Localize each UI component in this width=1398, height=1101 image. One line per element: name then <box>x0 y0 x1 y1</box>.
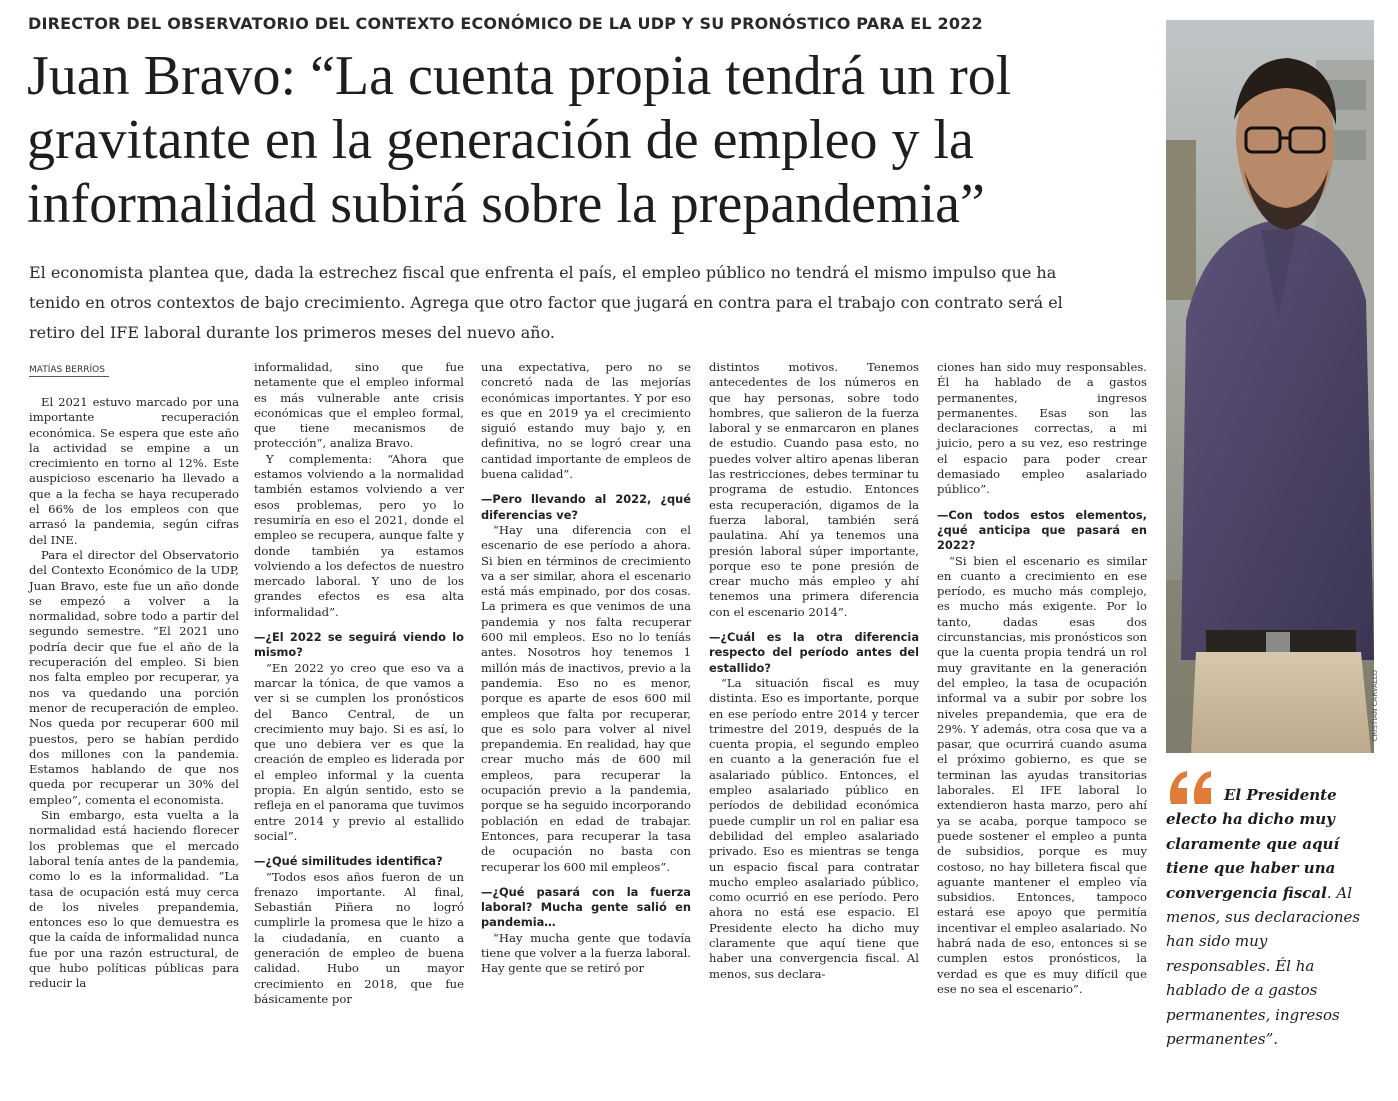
portrait-photo <box>1166 20 1374 753</box>
photo-credit: CRISTIAN CARVALLO <box>1371 670 1379 742</box>
headline-line: informalidad subirá sobre la prepandemia” <box>27 173 985 235</box>
paragraph: “Hay una diferencia con el escenario de ese período a ahora. Si bien en términos de crecimiento va a ser similar, ahora el escenario está más empinado, por dos cosas. La primera es que venimos de una pandemia y nos falta recuperar 600 mil empleos. Eso no lo teníás antes. Nosotros hoy tenemos 1 millón más de inactivos, previo a la pandemia. Eso no es menor, porque es aparte de esos 600 mil empleos que falta por recuperar, que es solo para volver al nivel prepandemia. En realidad, hay que crear mucho más de 600 mil empleos, para recuperar la ocupación previo a la pandemia, porque se ha seguido incorporando población en edad de trabajar. Entonces, para recuperar la tasa de ocupación no basta con recuperar los 600 mil empleos”. <box>481 522 691 874</box>
lede-line: El economista plantea que, dada la estrechez fiscal que enfrenta el país, el empleo público no tendrá el mismo impulso que ha <box>29 263 1057 282</box>
paragraph: El 2021 estuvo marcado por una importante recuperación económica. Se espera que este año la actividad se empine a un crecimiento en torno al 12%. Este auspicioso escenario ha llevado a que a la fecha se haya recuperado el 66% de los empleos con que arrasó la pandemia, según cifras del INE. <box>29 395 239 547</box>
paragraph: “Hay mucha gente que todavía tiene que volver a la fuerza laboral. Hay gente que se retiró por <box>481 930 691 976</box>
pull-quote-line: electo ha dicho muy <box>1166 810 1335 829</box>
headline-line: gravitante en la generación de empleo y la <box>27 109 974 171</box>
lede-line: tenido en otros contextos de bajo crecimiento. Agrega que otro factor que jugará en contra para el trabajo con contrato será el <box>29 293 1063 312</box>
lede <box>29 258 1149 348</box>
body-column-4 <box>709 360 919 982</box>
paragraph: “Todos esos años fueron de un frenazo importante. Al final, Sebastián Piñera no logró cumplirle la promesa que le hizo a la ciudadanía, en cuanto a generación de empleo de buena calidad. Hubo un mayor crecimiento en 2018, que fue básicamente por <box>254 869 464 1006</box>
interview-question: —¿Qué similitudes identifica? <box>254 854 443 869</box>
paragraph: “La situación fiscal es muy distinta. Eso es importante, porque en ese período entre 2014 y tercer trimestre del 2019, después de la cuenta propia, el segundo empleo en cuanto a la generación fue el asalariado público. Entonces, el empleo asalariado público en períodos de debilidad económica puede cumplir un rol en paliar esa debilidad del empleo asalariado privado. Eso es mientras se tenga un espacio fiscal para contratar mucho empleo asalariado público, como ocurrió en ese período. Pero ahora no está ese espacio. El Presidente electo ha dicho muy claramente que aquí tiene que haber una convergencia fiscal. Al menos, sus declara- <box>709 675 919 981</box>
pull-quote <box>1166 783 1378 1051</box>
interview-question: —Con todos estos elementos, ¿qué anticipa que pasará en 2022? <box>937 507 1147 553</box>
paragraph: “En 2022 yo creo que eso va a marcar la tónica, de que vamos a ver si se cumplen los pronósticos del Banco Central, de un crecimiento muy bajo. Si es así, lo que uno debiera ver es que la creación de empleo es liderada por el empleo informal y la cuenta propia. En algún sentido, esto se refleja en el panorama que tuvimos entre 2014 y previo al estallido social”. <box>254 660 464 843</box>
paragraph: distintos motivos. Tenemos antecedentes de los números en que hay personas, sobre todo hombres, que salieron de la fuerza laboral y se enmarcaron en planes de estudio. Cuando pasa esto, no puedes volver altiro apenas liberan las restricciones, debes terminar tu programa de estudio. Entonces esta recuperación, digamos de la fuerza laboral, también será paulatina. Ahí ya tenemos una presión laboral súper importante, porque eso te pone presión de crear mucho más empleo y ahí tenemos una primera diferencia con el escenario 2014”. <box>709 360 919 619</box>
pull-quote-line: permanentes, ingresos <box>1166 1005 1340 1024</box>
pull-quote-line: permanentes”. <box>1166 1030 1279 1049</box>
pull-quote-line: tiene que haber una <box>1166 859 1336 878</box>
pull-quote-line: hablado de a gastos <box>1166 981 1318 1000</box>
pull-quote-line: han sido muy <box>1166 932 1268 951</box>
byline: MATÍAS BERRÍOS <box>29 365 109 377</box>
body-column-3 <box>481 360 691 977</box>
pull-quote-line: claramente que aquí <box>1166 834 1340 853</box>
paragraph: una expectativa, pero no se concretó nada de las mejorías económicas importantes. Y por eso es que en 2019 ya el crecimiento siguió estando muy bajo y, en definitiva, no se logró crear una cantidad importante de empleos de buena calidad”. <box>481 360 691 482</box>
lede-line: retiro del IFE laboral durante los primeros meses del nuevo año. <box>29 323 555 342</box>
interview-question: —¿Cuál es la otra diferencia respecto del período antes del estallido? <box>709 630 919 675</box>
paragraph: Para el director del Observatorio del Contexto Económico de la UDP, Juan Bravo, este fue un año donde se empezó a volver a la normalidad, sobre todo a partir del segundo semestre. “El 2021 uno podría decir que fue el año de la recuperación del empleo. Si bien nos falta empleo por recuperar, ya nos va quedando una porción menor de recuperación de empleo. Nos queda por recuperar 600 mil puestos, pero se habían perdido dos millones con la pandemia. Estamos hablando de que nos queda por recuperar un 30% del empleo”, comenta el economista. <box>29 547 239 807</box>
paragraph: ciones han sido muy responsables. Él ha hablado de a gastos permanentes, ingresos permanentes. Esas son las declaraciones correctas, a mi juicio, pero a su vez, eso restringe el espacio para poder crear demasiado empleo asalariado público”. <box>937 360 1147 497</box>
pull-quote-line: convergencia fiscal. Al <box>1166 883 1352 902</box>
paragraph: Sin embargo, esta vuelta a la normalidad está haciendo florecer los problemas que el mercado laboral tenía antes de la pandemia, como lo es la informalidad. “La tasa de ocupación está muy cerca de los niveles prepandemia, entonces eso lo que demuestra es que la caída de informalidad nunca fue por una razón estructural, de que hubo políticas públicas para reducir la <box>29 808 239 991</box>
body-column-1 <box>29 395 239 992</box>
pull-quote-line: El Presidente <box>1224 786 1337 804</box>
paragraph: informalidad, sino que fue netamente que el empleo informal es más vulnerable ante crisis económicas que el empleo formal, que tiene mecanismos de protección”, analiza Bravo. <box>254 360 464 451</box>
kicker: DIRECTOR DEL OBSERVATORIO DEL CONTEXTO ECONÓMICO DE LA UDP Y SU PRONÓSTICO PARA EL 2022 <box>28 14 983 33</box>
headline-line: Juan Bravo: “La cuenta propia tendrá un rol <box>27 45 1012 107</box>
interview-question: —¿El 2022 se seguirá viendo lo mismo? <box>254 630 464 660</box>
pull-quote-line: menos, sus declaraciones <box>1166 908 1361 927</box>
body-column-5 <box>937 360 1147 997</box>
interview-question: —¿Qué pasará con la fuerza laboral? Mucha gente salió en pandemia… <box>481 884 691 930</box>
headline <box>27 44 1147 236</box>
paragraph: “Si bien el escenario es similar en cuanto a crecimiento en ese período, es mucho más complejo, es mucho más exigente. Por lo tanto, dadas esas dos circunstancias, mis pronósticos son que la cuenta propia tendrá un rol muy gravitante en la generación del empleo, la tasa de ocupación informal va a subir por sobre los niveles prepandemia, que era de 29%. Y además, otra cosa que va a pasar, que ocurrirá cuando asuma el próximo gobierno, es que se terminan las ayudas transitorias laborales. El IFE laboral lo extendieron hasta marzo, pero ahí ya se acaba, porque tampoco se puede sostener el empleo a punta de subsidios, porque es muy costoso, no hay billetera fiscal que aguante mantener el empleo vía subsidios. Entonces, tampoco estará ese apoyo que permitía incentivar el empleo asalariado. No habrá nada de eso, entonces si se cumplen estos pronósticos, la verdad es que es muy difícil que ese no sea el escenario”. <box>937 553 1147 996</box>
body-column-2 <box>254 360 464 1007</box>
pull-quote-line: responsables. Él ha <box>1166 956 1315 975</box>
portrait-illustration <box>1166 20 1374 753</box>
paragraph: Y complementa: “Ahora que estamos volviendo a la normalidad también estamos volviendo a ver esos problemas, pero yo lo resumiría en eso el 2021, donde el empleo se recupera, aunque falte y donde también ya estamos volviendo a los defectos de nuestro mercado laboral. Y uno de los grandes efectos es esa alta informalidad”. <box>254 451 464 619</box>
interview-question: —Pero llevando al 2022, ¿qué diferencias ve? <box>481 492 691 522</box>
